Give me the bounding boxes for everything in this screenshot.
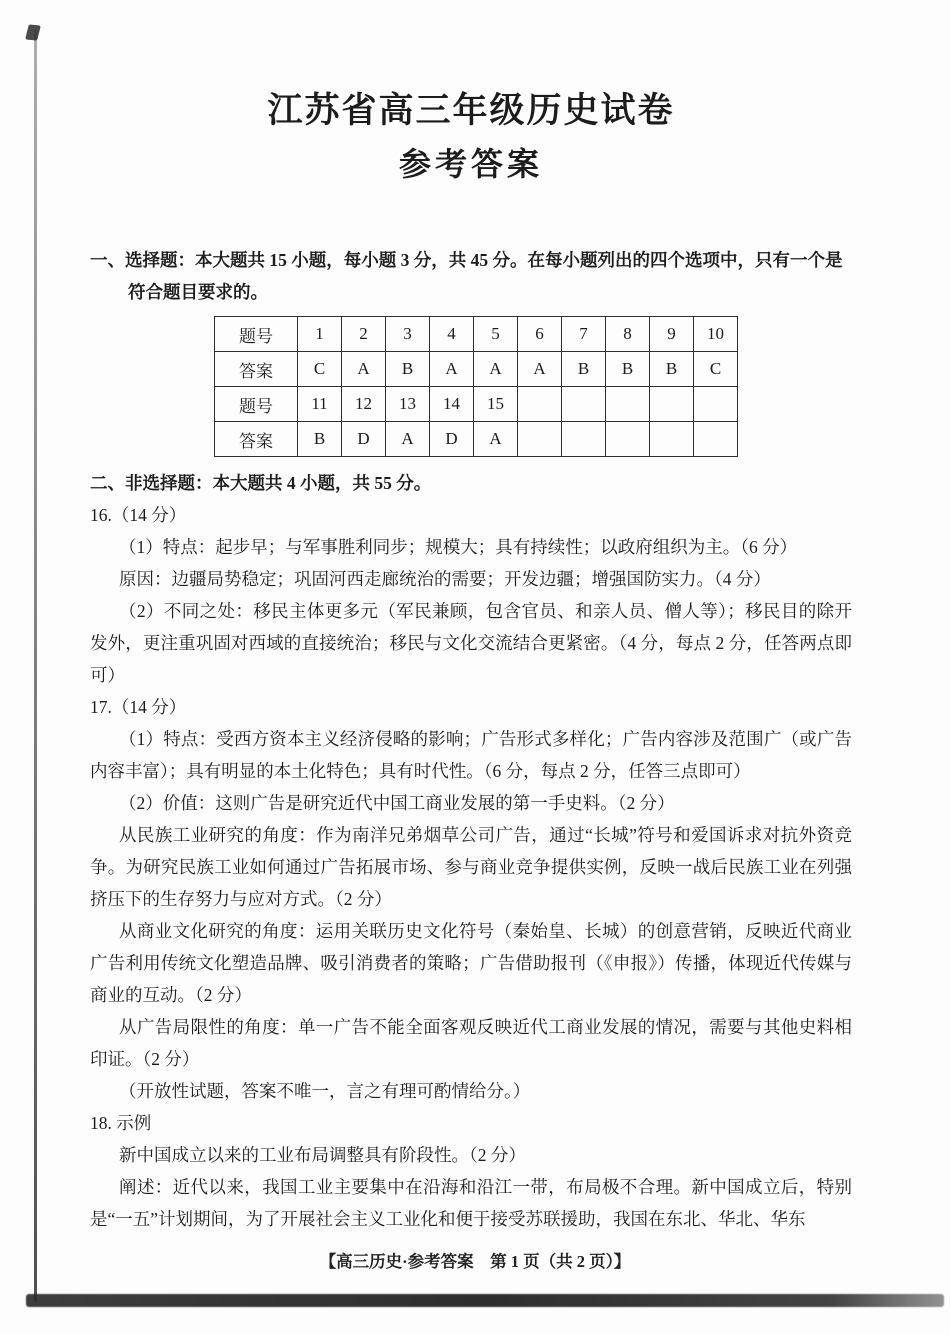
table-cell: C [298,352,342,387]
table-cell [606,422,650,457]
answer-paragraph: 原因：边疆局势稳定；巩固河西走廊统治的需要；开发边疆；增强国防实力。（4 分） [119,569,771,589]
table-cell: A [474,422,518,457]
table-cell: 10 [694,317,738,352]
table-row-label: 题号 [215,317,298,352]
table-cell [562,387,606,422]
table-cell: D [342,422,386,457]
table-row-label: 答案 [215,422,298,457]
answer-paragraph: 从民族工业研究的角度：作为南洋兄弟烟草公司广告，通过“长城”符号和爱国诉求对抗外资竞争。为研究民族工业如何通过广告拓展市场、参与商业竞争提供实例，反映一战后民族工业在列强挤压下的生存努力与应对方式。（2 分） [90,825,852,909]
table-cell: A [518,352,562,387]
page-footer: 【高三历史·参考答案 第 1 页（共 2 页）】 [319,1252,631,1271]
table-cell: A [430,352,474,387]
table-cell [518,422,562,457]
page-subtitle: 参考答案 [398,146,543,182]
answer-paragraph: （2）不同之处：移民主体更多元（军民兼顾，包含官员、和亲人员、僧人等）；移民目的除开发外，更注重巩固对西域的直接统治；移民与文化交流结合更紧密。（4 分，每点 2 分，任答两点即可） [90,601,852,685]
table-cell: 2 [342,317,386,352]
table-cell: 3 [386,317,430,352]
table-cell: 8 [606,317,650,352]
answer-paragraph: （2）价值：这则广告是研究近代中国工商业发展的第一手史料。（2 分） [119,793,675,813]
table-cell [562,422,606,457]
answer-paragraph: 新中国成立以来的工业布局调整具有阶段性。（2 分） [119,1145,526,1165]
table-cell: 1 [298,317,342,352]
choice-section-heading: 一、选择题：本大题共 15 小题，每小题 3 分，共 45 分。在每小题列出的四个选项中，只有一个是符合题目要求的。 [90,250,843,302]
table-cell: B [606,352,650,387]
answer-paragraph: （1）特点：起步早；与军事胜利同步；规模大；具有持续性；以政府组织为主。（6 分） [119,537,798,557]
table-cell: B [298,422,342,457]
table-cell: A [386,422,430,457]
table-cell: 11 [298,387,342,422]
table-cell [694,422,738,457]
table-cell: 6 [518,317,562,352]
table-cell [694,387,738,422]
answer-paragraph: 阐述：近代以来，我国工业主要集中在沿海和沿江一带，布局极不合理。新中国成立后，特别是“一五”计划期间，为了开展社会主义工业化和便于接受苏联援助，我国在东北、华北、华东 [90,1177,852,1229]
table-cell: B [386,352,430,387]
question-17-label: 17.（14 分） [90,697,187,717]
table-cell: D [430,422,474,457]
table-row [215,317,738,352]
table-cell: C [694,352,738,387]
table-cell: 4 [430,317,474,352]
table-row-label: 答案 [215,352,298,387]
table-cell: 12 [342,387,386,422]
table-cell: A [474,352,518,387]
scan-artifact-left-edge [34,30,37,1302]
subjective-section-heading: 二、非选择题：本大题共 4 小题，共 55 分。 [90,473,432,493]
answer-paragraph: 从商业文化研究的角度：运用关联历史文化符号（秦始皇、长城）的创意营销，反映近代商业广告利用传统文化塑造品牌、吸引消费者的策略；广告借助报刊（《申报》）传播，体现近代传媒与商业的互动。（2 分） [90,921,852,1005]
table-cell: 15 [474,387,518,422]
table-cell [518,387,562,422]
table-cell [606,387,650,422]
table-cell: 7 [562,317,606,352]
question-16-label: 16.（14 分） [90,505,187,525]
table-cell: 9 [650,317,694,352]
table-cell [650,422,694,457]
page-title: 江苏省高三年级历史试卷 [267,91,675,130]
table-row [215,422,738,457]
table-cell [650,387,694,422]
answer-paragraph: （1）特点：受西方资本主义经济侵略的影响；广告形式多样化；广告内容涉及范围广（或广告内容丰富）；具有明显的本土化特色；具有时代性。（6 分，每点 2 分，任答三点即可） [90,729,852,781]
table-cell: 13 [386,387,430,422]
table-row [215,352,738,387]
answer-paragraph: 从广告局限性的角度：单一广告不能全面客观反映近代工商业发展的情况，需要与其他史料相印证。（2 分） [90,1017,852,1069]
table-cell: A [342,352,386,387]
table-cell: 5 [474,317,518,352]
answer-table [214,316,738,457]
question-18-label: 18. 示例 [90,1113,152,1133]
table-row-label: 题号 [215,387,298,422]
table-row [215,387,738,422]
table-cell: B [562,352,606,387]
answer-paragraph: （开放性试题，答案不唯一，言之有理可酌情给分。） [119,1081,531,1101]
table-cell: B [650,352,694,387]
table-cell: 14 [430,387,474,422]
scan-artifact-bottom-edge [26,1294,944,1307]
